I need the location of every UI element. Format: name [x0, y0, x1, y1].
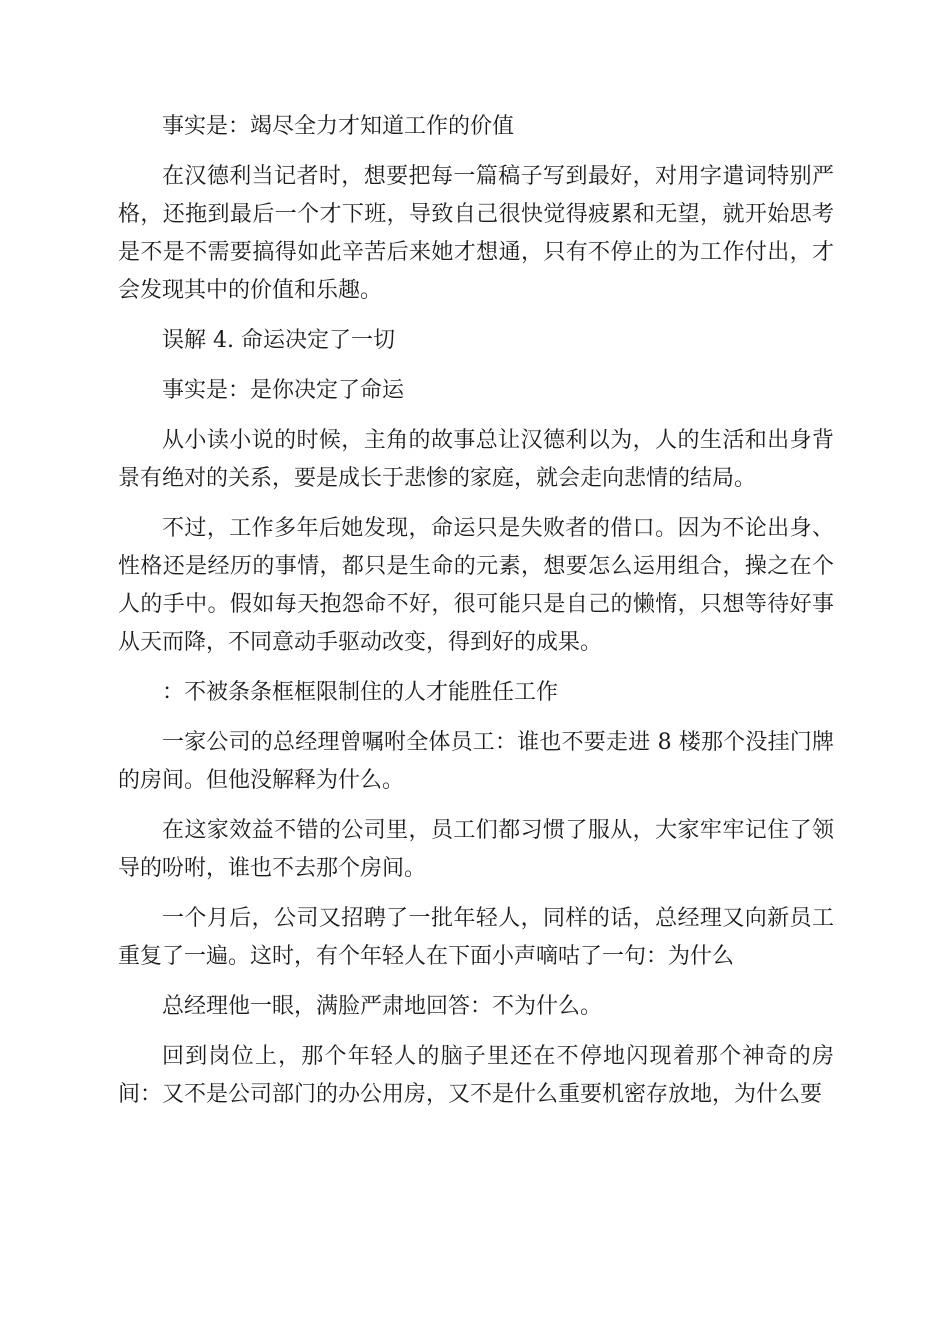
paragraph-heading-rules: ：不被条条框框限制住的人才能胜任工作 [162, 680, 559, 705]
paragraph-fact-3: 事实是：竭尽全力才知道工作的价值 [162, 114, 515, 139]
paragraph-manager-answer: 总经理他一眼，满脸严肃地回答：不为什么。 [162, 994, 603, 1019]
paragraph-fact-4: 事实是：是你决定了命运 [162, 378, 405, 403]
paragraph-employees-obey: 在这家效益不错的公司里，员工们都习惯了服从，大家牢牢记住了领导的吩咐，谁也不去那个房间。 [118, 818, 834, 881]
paragraph-fate-excuse: 不过，工作多年后她发现，命运只是失败者的借口。因为不论出身、性格还是经历的事情，都只是生命的元素，想要怎么运用组合，操之在个人的手中。假如每天抱怨命不好，很可能只是自己的懒惰，只想等待好事从天而降，不同意动手驱动改变，得到好的成果。 [118, 516, 834, 655]
paragraph-reporter-story: 在汉德利当记者时，想要把每一篇稿子写到最好，对用字遣词特别严格，还拖到最后一个才下班，导致自己很快觉得疲累和无望，就开始思考是不是不需要搞得如此辛苦后来她才想通，只有不停止的为工作付出，才会发现其中的价值和乐趣。 [118, 164, 834, 303]
document-body [118, 108, 834, 1126]
paragraph-young-man-thoughts: 回到岗位上，那个年轻人的脑子里还在不停地闪现着那个神奇的房间：又不是公司部门的办公用房，又不是什么重要机密存放地，为什么要 [118, 1044, 834, 1107]
paragraph-myth-4: 误解 4. 命运决定了一切 [162, 328, 395, 353]
paragraph-new-hires: 一个月后，公司又招聘了一批年轻人，同样的话，总经理又向新员工重复了一遍。这时，有个年轻人在下面小声嘀咕了一句：为什么 [118, 906, 834, 969]
paragraph-childhood-novels: 从小读小说的时候，主角的故事总让汉德利以为，人的生活和出身背景有绝对的关系，要是成长于悲惨的家庭，就会走向悲情的结局。 [118, 428, 834, 491]
paragraph-manager-instruction: 一家公司的总经理曾嘱咐全体员工：谁也不要走进 8 楼那个没挂门牌的房间。但他没解释为什么。 [118, 730, 834, 793]
